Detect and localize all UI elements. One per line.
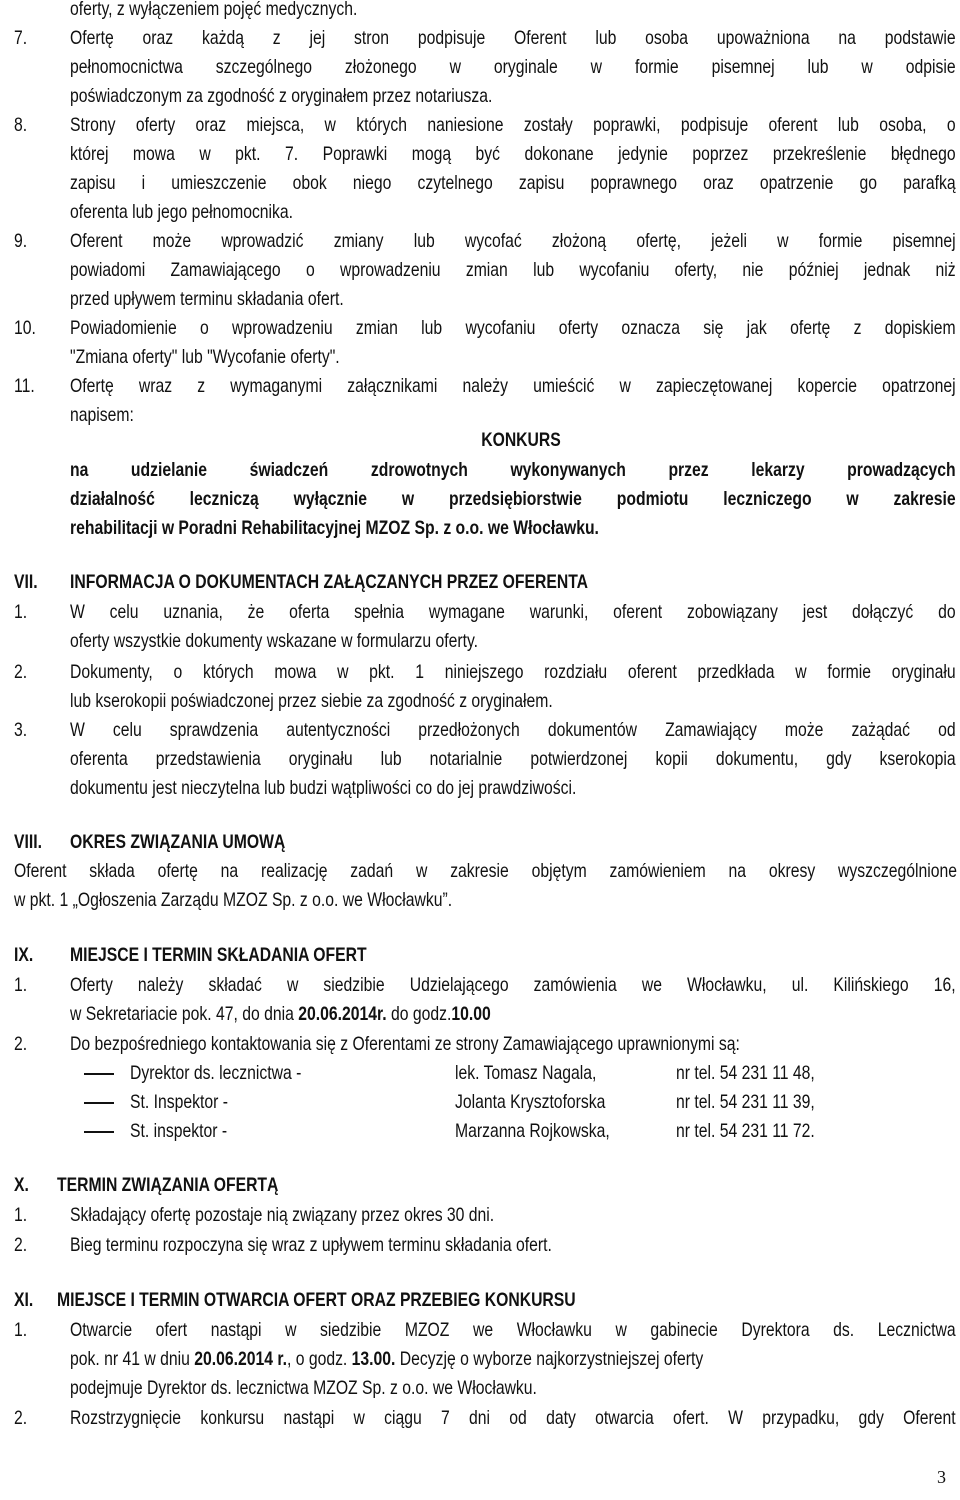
time-value: 10.00 — [451, 1004, 491, 1025]
konkurs-title: KONKURS — [481, 430, 561, 451]
item-number: 1. — [14, 1205, 28, 1226]
contact-role: Dyrektor ds. lecznictwa - — [130, 1063, 302, 1084]
text-line: przed upływem terminu składania ofert. — [70, 289, 344, 310]
item-number: 1. — [14, 975, 28, 996]
item-number: 10. — [14, 318, 36, 339]
text-line: oferty wszystkie dokumenty wskazane w formularzu oferty. — [70, 631, 479, 652]
text-line: napisem: — [70, 405, 134, 426]
section-title: MIEJSCE I TERMIN SKŁADANIA OFERT — [70, 945, 367, 966]
item-number: 3. — [14, 720, 28, 741]
item-number: 11. — [14, 376, 35, 397]
text-span: Decyzję o wyborze najkorzystniejszej oferty — [395, 1349, 704, 1370]
text-line: Ofertę oraz każdą z jej stron podpisuje Oferent lub osoba upoważniona na podstawie — [70, 28, 956, 49]
section-number: VIII. — [14, 832, 42, 853]
text-line: Strony oferty oraz miejsca, w których naniesione zostały poprawki, podpisuje oferent lub osoba, o — [70, 115, 956, 136]
date-value: 20.06.2014r. — [298, 1004, 387, 1025]
dash-bullet — [84, 1102, 114, 1104]
item-number: 2. — [14, 1235, 28, 1256]
contact-role: St. Inspektor - — [130, 1092, 228, 1113]
section-title: TERMIN ZWIĄZANIA OFERTĄ — [57, 1175, 279, 1196]
text-line: w pkt. 1 „Ogłoszenia Zarządu MZOZ Sp. z o.o. we Włocławku”. — [14, 890, 453, 911]
text-line: W celu uznania, że oferta spełnia wymagane warunki, oferent zobowiązany jest dołączyć do — [70, 602, 956, 623]
text-line: "Zmiana oferty" lub "Wycofanie oferty". — [70, 347, 340, 368]
dash-bullet — [84, 1131, 114, 1133]
text-span: pok. nr 41 w dniu — [70, 1349, 195, 1370]
text-line: Powiadomienie o wprowadzeniu zmian lub wycofaniu oferty oznacza się jak ofertę z dopiskiem — [70, 318, 956, 339]
text-line: której mowa w pkt. 7. Poprawki mogą być dokonane jedynie poprzez przekreślenie błędnego — [70, 144, 956, 165]
text-line: zapisu i umieszczenie obok niego czytelnego zapisu poprawnego oraz opatrzenie go parafką — [70, 173, 956, 194]
text-line: Do bezpośredniego kontaktowania się z Oferentami ze strony Zamawiającego uprawnionymi są: — [70, 1034, 740, 1055]
text-line: Ofertę wraz z wymaganymi załącznikami należy umieścić w zapieczętowanej kopercie opatrzonej — [70, 376, 956, 397]
contact-phone: nr tel. 54 231 11 39, — [676, 1092, 815, 1113]
item-number: 2. — [14, 1034, 28, 1055]
section-title: MIEJSCE I TERMIN OTWARCIA OFERT ORAZ PRZEBIEG KONKURSU — [57, 1290, 576, 1311]
item-number: 2. — [14, 662, 28, 683]
time-value: 13.00. — [351, 1349, 396, 1370]
item-number: 8. — [14, 115, 28, 136]
item-number: 7. — [14, 28, 28, 49]
contact-phone: nr tel. 54 231 11 72. — [676, 1121, 815, 1142]
contact-name: Jolanta Krysztoforska — [455, 1092, 606, 1113]
text-line: Oferent może wprowadzić zmiany lub wycofać złożoną ofertę, jeżeli w formie pisemnej — [70, 231, 956, 252]
text-line: poświadczonym za zgodność z oryginałem przez notariusza. — [70, 86, 493, 107]
section-number: VII. — [14, 572, 38, 593]
section-number: IX. — [14, 945, 34, 966]
text-line: Otwarcie ofert nastąpi w siedzibie MZOZ we Włocławku w gabinecie Dyrektora ds. Lecznictwa — [70, 1320, 956, 1341]
contact-name: Marzanna Rojkowska, — [455, 1121, 610, 1142]
text-line: pełnomocnictwa szczególnego złożonego w oryginale w formie pisemnej lub w odpisie — [70, 57, 956, 78]
item-number: 1. — [14, 602, 28, 623]
item-number: 2. — [14, 1408, 28, 1429]
section-title: OKRES ZWIĄZANIA UMOWĄ — [70, 832, 286, 853]
page-number: 3 — [937, 1467, 946, 1487]
item-number: 9. — [14, 231, 28, 252]
contact-phone: nr tel. 54 231 11 48, — [676, 1063, 815, 1084]
section-number: X. — [14, 1175, 29, 1196]
text-line: W celu sprawdzenia autentyczności przedłożonych dokumentów Zamawiający może zażądać od — [70, 720, 956, 741]
text-line — [70, 1345, 703, 1374]
text-span: , o godz. — [286, 1349, 352, 1370]
contact-role: St. inspektor - — [130, 1121, 228, 1142]
text-line — [70, 1000, 491, 1029]
text-span: do godz. — [386, 1004, 452, 1025]
text-line: podejmuje Dyrektor ds. lecznictwa MZOZ Sp. z o.o. we Włocławku. — [70, 1378, 537, 1399]
text-line: oferty, z wyłączeniem pojęć medycznych. — [70, 0, 358, 20]
text-line: dokumentu jest nieczytelna lub budzi wątpliwości co do jej prawdziwości. — [70, 778, 577, 799]
text-line: oferenta lub jego pełnomocnika. — [70, 202, 294, 223]
text-line: oferenta przedstawienia oryginału lub notarialnie potwierdzonej kopii dokumentu, gdy kserokopia — [70, 749, 956, 770]
text-line: powiadomi Zamawiającego o wprowadzeniu zmian lub wycofaniu oferty, nie później jednak niż — [70, 260, 956, 281]
text-line: Składający ofertę pozostaje nią związany przez okres 30 dni. — [70, 1205, 495, 1226]
konkurs-line: działalność leczniczą wyłącznie w przedsiębiorstwie podmiotu leczniczego w zakresie — [70, 489, 956, 510]
section-number: XI. — [14, 1290, 34, 1311]
dash-bullet — [84, 1073, 114, 1075]
text-line: Rozstrzygnięcie konkursu nastąpi w ciągu 7 dni od daty otwarcia ofert. W przypadku, gdy Oferent — [70, 1408, 956, 1429]
text-line: lub kserokopii poświadczonej przez siebie za zgodność z oryginałem. — [70, 691, 553, 712]
date-value: 20.06.2014 r. — [194, 1349, 287, 1370]
contact-name: lek. Tomasz Nagala, — [455, 1063, 597, 1084]
section-title: INFORMACJA O DOKUMENTACH ZAŁĄCZANYCH PRZEZ OFERENTA — [70, 572, 589, 593]
text-line: Oferent składa ofertę na realizację zadań w zakresie objętym zamówieniem na okresy wyszczególnione — [14, 861, 957, 882]
konkurs-line: rehabilitacji w Poradni Rehabilitacyjnej MZOZ Sp. z o.o. we Włocławku. — [70, 518, 599, 539]
konkurs-line: na udzielanie świadczeń zdrowotnych wykonywanych przez lekarzy prowadzących — [70, 460, 956, 481]
text-line: Bieg terminu rozpoczyna się wraz z upływem terminu składania ofert. — [70, 1235, 552, 1256]
text-line: Dokumenty, o których mowa w pkt. 1 niniejszego rozdziału oferent przedkłada w formie oryginału — [70, 662, 956, 683]
text-line: Oferty należy składać w siedzibie Udzielającego zamówienia we Włocławku, ul. Kilińskiego 16, — [70, 975, 956, 996]
item-number: 1. — [14, 1320, 28, 1341]
text-span: w Sekretariacie pok. 47, do dnia — [70, 1004, 299, 1025]
